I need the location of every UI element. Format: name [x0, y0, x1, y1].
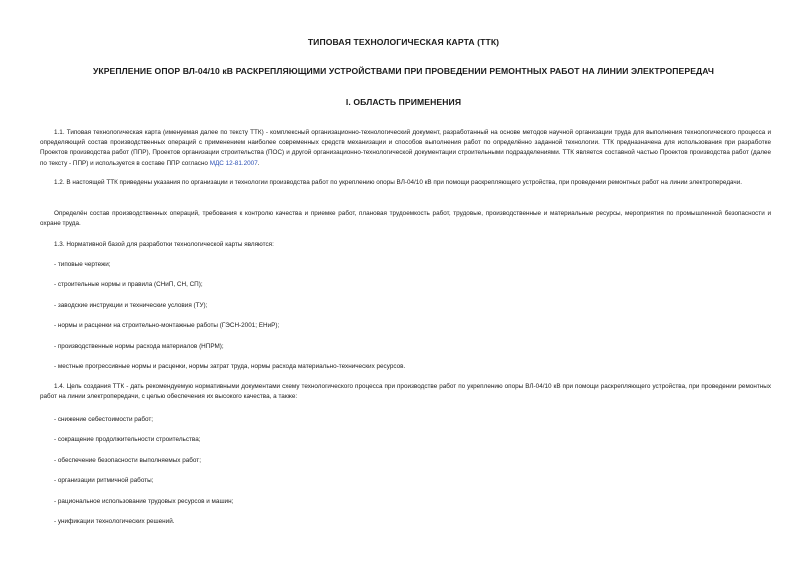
paragraph-1-3: 1.3. Нормативной базой для разработки технологической карты являются: — [54, 241, 274, 248]
mds-reference-link[interactable]: МДС 12-81.2007 — [209, 159, 258, 167]
paragraph-1-4: 1.4. Цель создания ТТК - дать рекомендуемую нормативными документами схему технологического процесса при производстве работ по укреплению опоры ВЛ-04/10 кВ при помощи раскрепляющего устройства, при проведении ремонтных работ на линии электропередачи, с целью обеспечения их высокого качества, а также: — [40, 383, 771, 401]
paragraph-1-2: 1.2. В настоящей ТТК приведены указания по организации и технологии производства работ по укреплению опоры ВЛ-04/10 кВ при помощи раскрепляющего устройства, при проведении ремонтных работ на линии электропередачи. — [54, 179, 743, 186]
paragraph-1-1-text: 1.1. Типовая технологическая карта (именуемая далее по тексту ТТК) - комплексный организационно-технологический документ, разработанный на основе методов научной организации труда для выполнения технологического процесса и определяющий состав производственных операций с применением наиболее современных средств механизации и способов выполнения работ по определённо заданной технологии. ТТК предназначена для использования при разработке Проектов производства работ (ППР), Проектов организации строительства (ПОС) и другой организационно-технологической документации строительными подразделениями. ТТК является составной частью Проектов производства работ (далее по тексту - ППР) и используется в составе ППР согласно — [40, 129, 771, 167]
list-item: - обеспечение безопасности выполняемых работ; — [54, 457, 201, 464]
list-item: - заводские инструкции и технические условия (ТУ); — [54, 302, 208, 309]
list-item: - рациональное использование трудовых ресурсов и машин; — [54, 498, 234, 505]
list-item: - производственные нормы расхода материалов (НПРМ); — [54, 343, 224, 350]
paragraph-1-1-end: . — [257, 159, 260, 167]
paragraph-1-1 — [40, 128, 771, 169]
list-item: - строительные нормы и правила (СНиП, СН, СП); — [54, 281, 203, 288]
list-item: - унификации технологических решений. — [54, 518, 175, 525]
document-type-heading: ТИПОВАЯ ТЕХНОЛОГИЧЕСКАЯ КАРТА (ТТК) — [307, 37, 500, 47]
document-title: УКРЕПЛЕНИЕ ОПОР ВЛ-04/10 кВ РАСКРЕПЛЯЮЩИМИ УСТРОЙСТВАМИ ПРИ ПРОВЕДЕНИИ РЕМОНТНЫХ РАБОТ НА ЛИНИИ ЭЛЕКТРОПЕРЕДАЧ — [92, 66, 715, 76]
paragraph-scope: Определён состав производственных операций, требования к контролю качества и приемке работ, плановая трудоемкость работ, трудовые, производственные и материальные ресурсы, мероприятия по промышленной безопасности и охране труда. — [40, 210, 771, 228]
list-item: - местные прогрессивные нормы и расценки, нормы затрат труда, нормы расхода материально-технических ресурсов. — [54, 363, 406, 370]
list-item: - нормы и расценки на строительно-монтажные работы (ГЭСН-2001; ЕНиР); — [54, 322, 280, 329]
list-item: - организации ритмичной работы; — [54, 477, 154, 484]
list-item: - сокращение продолжительности строительства; — [54, 436, 201, 443]
list-item: - снижение себестоимости работ; — [54, 416, 154, 423]
section-heading: I. ОБЛАСТЬ ПРИМЕНЕНИЯ — [345, 97, 462, 107]
list-item: - типовые чертежи; — [54, 261, 111, 268]
